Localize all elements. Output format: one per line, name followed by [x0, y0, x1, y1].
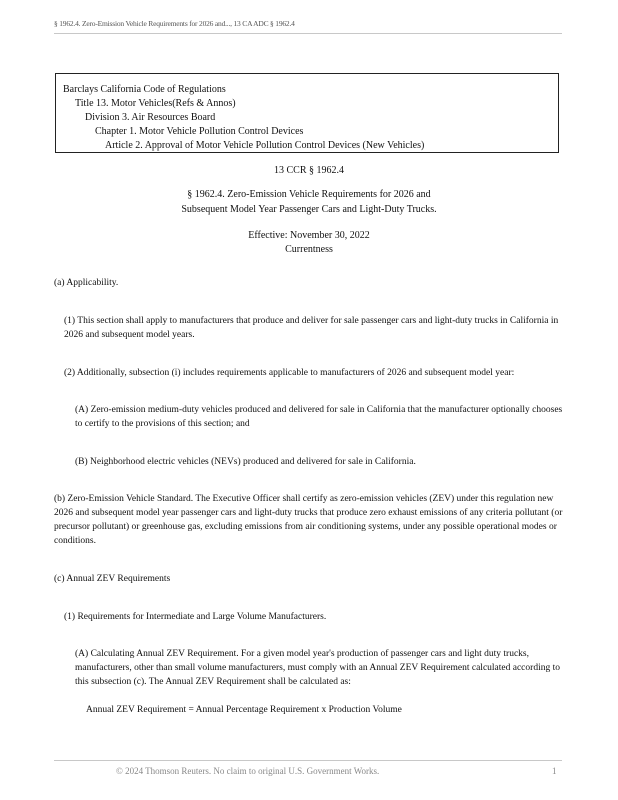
citation-chapter: Chapter 1. Motor Vehicle Pollution Control Devices [95, 126, 304, 137]
copyright-footer: © 2024 Thomson Reuters. No claim to original U.S. Government Works. [116, 766, 380, 776]
footer-divider [54, 760, 562, 761]
paragraph-a2B: (B) Neighborhood electric vehicles (NEVs) produced and delivered for sale in California. [75, 457, 416, 467]
effective-date: Effective: November 30, 2022 [248, 230, 370, 241]
paragraph-a: (a) Applicability. [54, 278, 119, 288]
formula: Annual ZEV Requirement = Annual Percentage Requirement x Production Volume [86, 705, 402, 715]
paragraph-b: (b) Zero-Emission Vehicle Standard. The Executive Officer shall certify as zero-emission vehicles (ZEV) under this regulation new 2026 and subsequent model year passenger cars and light-duty trucks that produce zero exhaust emissions of any criteria pollutant (or precursor pollutant) or greenhouse gas, excluding emissions from air conditioning systems, under any possible operational modes or conditions. [54, 494, 563, 546]
ccr-citation: 13 CCR § 1962.4 [273, 165, 344, 176]
paragraph-c1A: (A) Calculating Annual ZEV Requirement. For a given model year's production of passenger cars and light duty trucks, manufacturers, other than small volume manufacturers, must comply with an Annual ZEV Requirement calculated according to this subsection (c). The Annual ZEV Requirement shall be calculated as: [75, 649, 560, 687]
currentness-label: Currentness [285, 244, 333, 255]
running-header: § 1962.4. Zero-Emission Vehicle Requirements for 2026 and..., 13 CA ADC § 1962.4 [54, 19, 295, 28]
section-title-line-1: § 1962.4. Zero-Emission Vehicle Requirements for 2026 and [187, 189, 431, 200]
citation-article: Article 2. Approval of Motor Vehicle Pollution Control Devices (New Vehicles) [105, 140, 425, 151]
section-title-line-2: Subsequent Model Year Passenger Cars and Light-Duty Trucks. [181, 204, 437, 215]
header-divider [54, 33, 562, 34]
paragraph-a1: (1) This section shall apply to manufacturers that produce and deliver for sale passenger cars and light-duty trucks in California in 2026 and subsequent model years. [64, 316, 559, 340]
citation-division: Division 3. Air Resources Board [85, 112, 216, 123]
citation-box [55, 73, 559, 153]
paragraph-c: (c) Annual ZEV Requirements [54, 574, 171, 584]
paragraph-c1: (1) Requirements for Intermediate and Large Volume Manufacturers. [64, 612, 327, 622]
citation-title: Title 13. Motor Vehicles(Refs & Annos) [75, 98, 236, 109]
page-number: 1 [552, 766, 557, 776]
citation-code: Barclays California Code of Regulations [63, 84, 226, 95]
paragraph-a2: (2) Additionally, subsection (i) includes requirements applicable to manufacturers of 2026 and subsequent model year: [64, 368, 515, 378]
paragraph-a2A: (A) Zero-emission medium-duty vehicles produced and delivered for sale in California that the manufacturer optionally chooses to certify to the provisions of this section; and [75, 405, 563, 429]
